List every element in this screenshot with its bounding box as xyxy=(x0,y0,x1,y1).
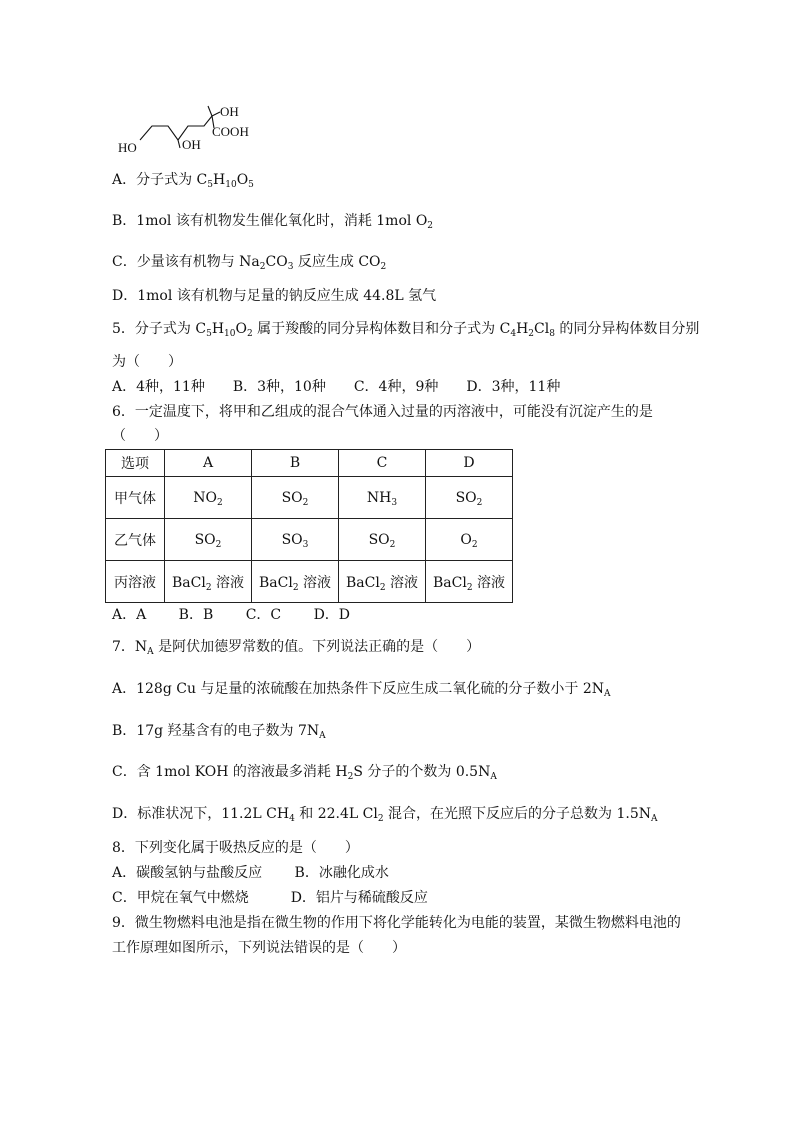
table-row-jia xyxy=(106,477,513,519)
table-cell: $SO_2$ xyxy=(339,519,426,561)
structural-formula xyxy=(116,98,276,158)
row-label: 甲气体 xyxy=(106,477,165,519)
table-cell: BaCl$_2$ 溶液 xyxy=(339,561,426,603)
cooh-label: COOH xyxy=(212,124,249,139)
q7-option-a: A．128g Cu 与足量的浓硫酸在加热条件下反应生成二氧化硫的分子数小于 $2N_A$ xyxy=(112,681,611,699)
row-label: 乙气体 xyxy=(106,519,165,561)
ho-left-label: HO xyxy=(118,140,137,155)
q7-stem: 7．$N_A$ 是阿伏加德罗常数的值。下列说法正确的是（ ） xyxy=(112,639,481,657)
q6-options: A．A B．B C．C D．D xyxy=(112,607,351,623)
table-header-cell: 选项 xyxy=(106,450,165,477)
q8-options-line2: C．甲烷在氧气中燃烧 D．铝片与稀硫酸反应 xyxy=(112,890,428,906)
q8-options-line1: A．碳酸氢钠与盐酸反应 B．冰融化成水 xyxy=(112,865,389,881)
table-cell: BaCl$_2$ 溶液 xyxy=(165,561,252,603)
table-cell: $NO_2$ xyxy=(165,477,252,519)
oh-top-label: OH xyxy=(220,104,239,119)
table-cell: BaCl$_2$ 溶液 xyxy=(426,561,513,603)
q9-stem-line1: 9．微生物燃料电池是指在微生物的作用下将化学能转化为电能的装置，某微生物燃料电池的 xyxy=(112,915,681,931)
q4-option-c: C．少量该有机物与 $Na_2CO_3$ 反应生成 $CO_2$ xyxy=(112,254,387,272)
table-cell: $SO_3$ xyxy=(252,519,339,561)
table-cell: $O_2$ xyxy=(426,519,513,561)
q5-options: A．4种，11种 B．3种，10种 C．4种，9种 D．3种，11种 xyxy=(112,379,561,395)
q9-stem-line2: 工作原理如图所示，下列说法错误的是（ ） xyxy=(112,940,406,956)
table-row-bing xyxy=(106,561,513,603)
table-header-row xyxy=(106,450,513,477)
q4-option-b: B．1mol 该有机物发生催化氧化时，消耗 1mol $O_2$ xyxy=(112,213,434,231)
q6-stem-line2: （ ） xyxy=(112,428,168,444)
table-cell: $SO_2$ xyxy=(165,519,252,561)
table-header-cell: D xyxy=(426,450,513,477)
table-header-cell: A xyxy=(165,450,252,477)
table-cell: $SO_2$ xyxy=(252,477,339,519)
table-cell: BaCl$_2$ 溶液 xyxy=(252,561,339,603)
table-cell: $NH_3$ xyxy=(339,477,426,519)
q5-stem-line1: 5．分子式为 $C_5H_{10}O_2$ 属于羧酸的同分异构体数目和分子式为 $C_4H_2Cl_8$ 的同分异构体数目分别 xyxy=(112,321,700,339)
q8-stem: 8．下列变化属于吸热反应的是（ ） xyxy=(112,840,359,856)
q7-option-c: C．含 1mol KOH 的溶液最多消耗 $H_2S$ 分子的个数为 $0.5N_A$ xyxy=(112,764,497,782)
q4-option-d: D．1mol 该有机物与足量的钠反应生成 44.8L 氢气 xyxy=(112,288,437,304)
q5-stem-line2: 为（ ） xyxy=(112,354,182,370)
q6-stem-line1: 6．一定温度下，将甲和乙组成的混合气体通入过量的丙溶液中，可能没有沉淀产生的是 xyxy=(112,404,653,420)
table-header-cell: B xyxy=(252,450,339,477)
table-header-cell: C xyxy=(339,450,426,477)
q7-option-b: B．17g 羟基含有的电子数为 $7N_A$ xyxy=(112,723,326,741)
q4-option-a: A．分子式为 $C_5H_{10}O_5$ xyxy=(112,172,254,190)
q7-option-d: D．标准状况下，11.2L $CH_4$ 和 22.4L $Cl_2$ 混合，在光照下反应后的分子总数为 $1.5N_A$ xyxy=(112,806,658,824)
q6-options-table xyxy=(105,449,513,603)
table-cell: $SO_2$ xyxy=(426,477,513,519)
table-row-yi xyxy=(106,519,513,561)
oh-mid-label: OH xyxy=(182,137,201,152)
row-label: 丙溶液 xyxy=(106,561,165,603)
